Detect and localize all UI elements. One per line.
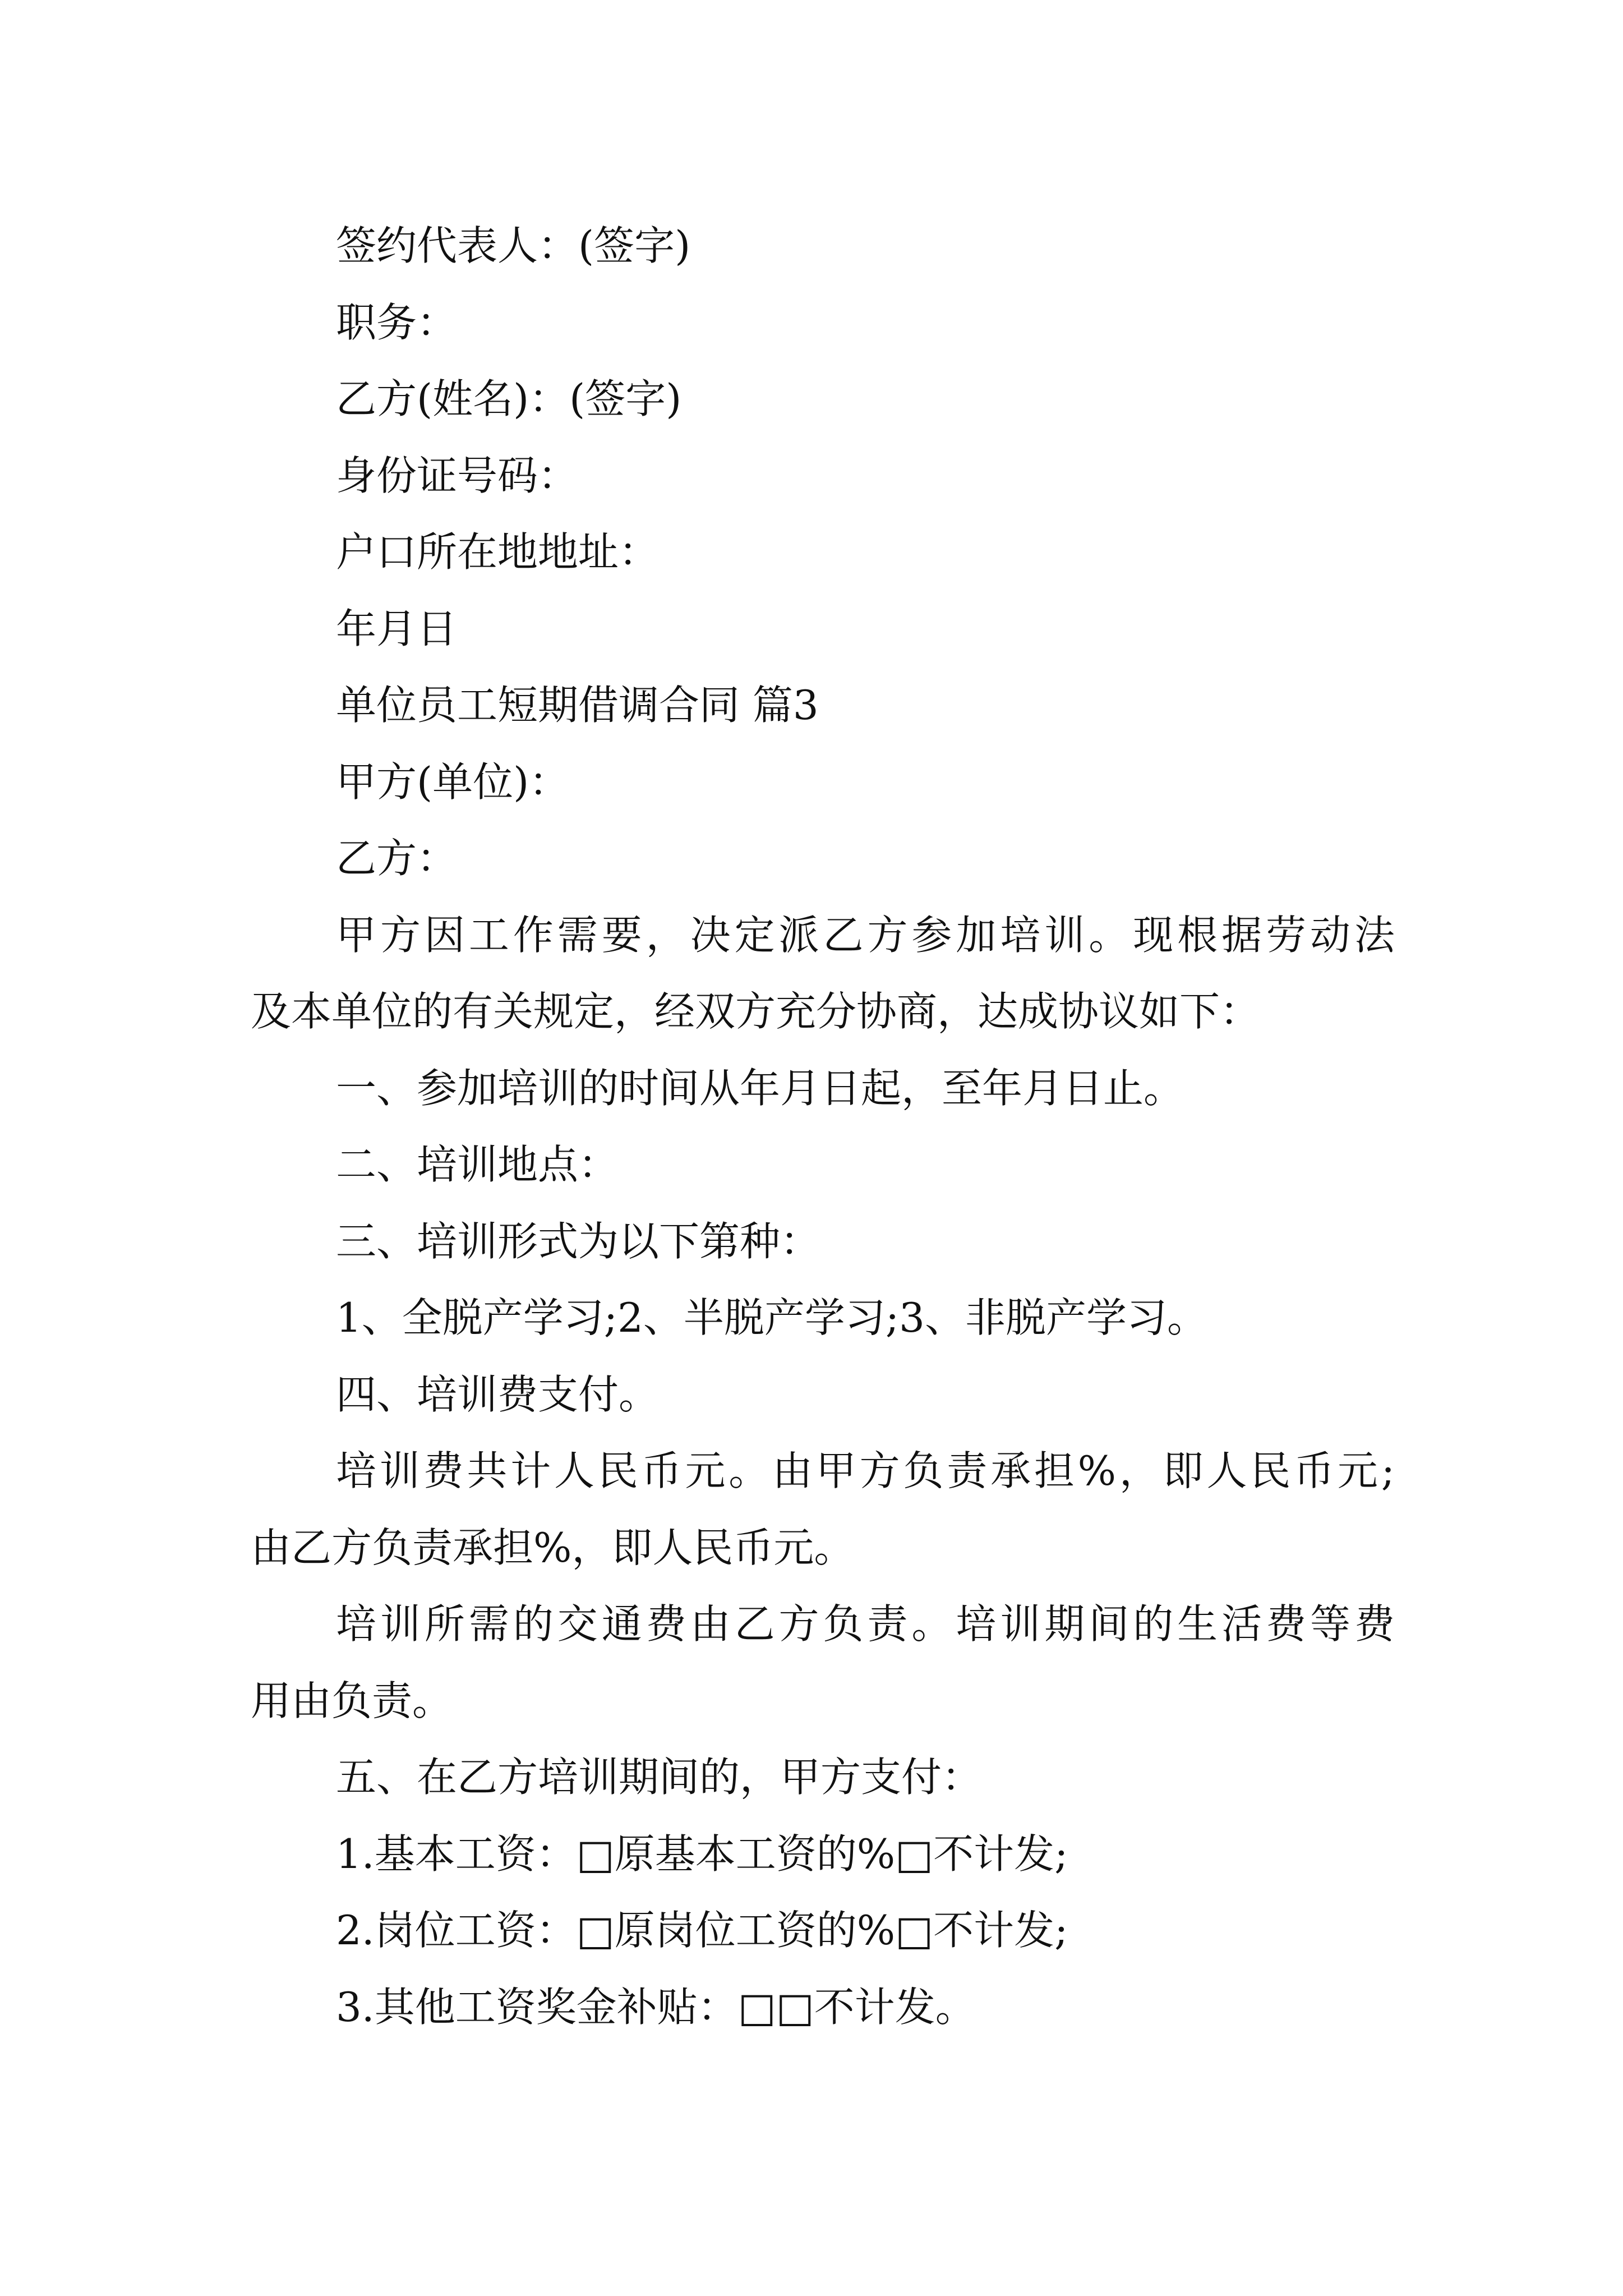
basic-salary-line: 1.基本工资：□原基本工资的%□不计发; bbox=[336, 1830, 1068, 1878]
household-address-line: 户口所在地地址： bbox=[336, 528, 660, 576]
party-a-line: 甲方(单位)： bbox=[336, 758, 570, 806]
clause-5-payment: 五、在乙方培训期间的，甲方支付： bbox=[336, 1754, 983, 1801]
document-body bbox=[251, 208, 1395, 2045]
position-line: 职务： bbox=[336, 298, 458, 346]
section-title: 单位员工短期借调合同 篇3 bbox=[336, 682, 819, 729]
other-allowances-line: 3.其他工资奖金补贴：□□不计发。 bbox=[336, 1983, 976, 2031]
date-line: 年月日 bbox=[336, 605, 458, 652]
party-b-name-line: 乙方(姓名)：(签字) bbox=[336, 375, 682, 422]
post-salary-line: 2.岗位工资：□原岗位工资的%□不计发; bbox=[336, 1907, 1068, 1954]
clause-4-training-fee: 四、培训费支付。 bbox=[336, 1370, 660, 1418]
training-fee-line-1: 培训费共计人民币元。由甲方负责承担%，即人民币元; bbox=[336, 1447, 1395, 1494]
party-b-line: 乙方： bbox=[336, 835, 458, 882]
clause-3-training-form: 三、培训形式为以下第种： bbox=[336, 1217, 821, 1265]
clause-1-training-period: 一、参加培训的时间从年月日起，至年月日止。 bbox=[336, 1064, 1184, 1112]
training-form-options: 1、全脱产学习;2、半脱产学习;3、非脱产学习。 bbox=[336, 1294, 1207, 1341]
preamble-line-1: 甲方因工作需要，决定派乙方参加培训。现根据劳动法 bbox=[336, 911, 1395, 959]
signatory-representative-line: 签约代表人：(签字) bbox=[336, 222, 691, 269]
preamble-line-2: 及本单位的有关规定，经双方充分协商，达成协议如下： bbox=[251, 988, 1261, 1035]
clause-2-training-location: 二、培训地点： bbox=[336, 1141, 619, 1188]
id-number-line: 身份证号码： bbox=[336, 452, 579, 499]
training-fee-line-2: 由乙方负责承担%，即人民币元。 bbox=[251, 1524, 855, 1571]
transport-fee-line-1: 培训所需的交通费由乙方负责。培训期间的生活费等费 bbox=[336, 1600, 1395, 1648]
transport-fee-line-2: 用由负责。 bbox=[251, 1677, 453, 1724]
